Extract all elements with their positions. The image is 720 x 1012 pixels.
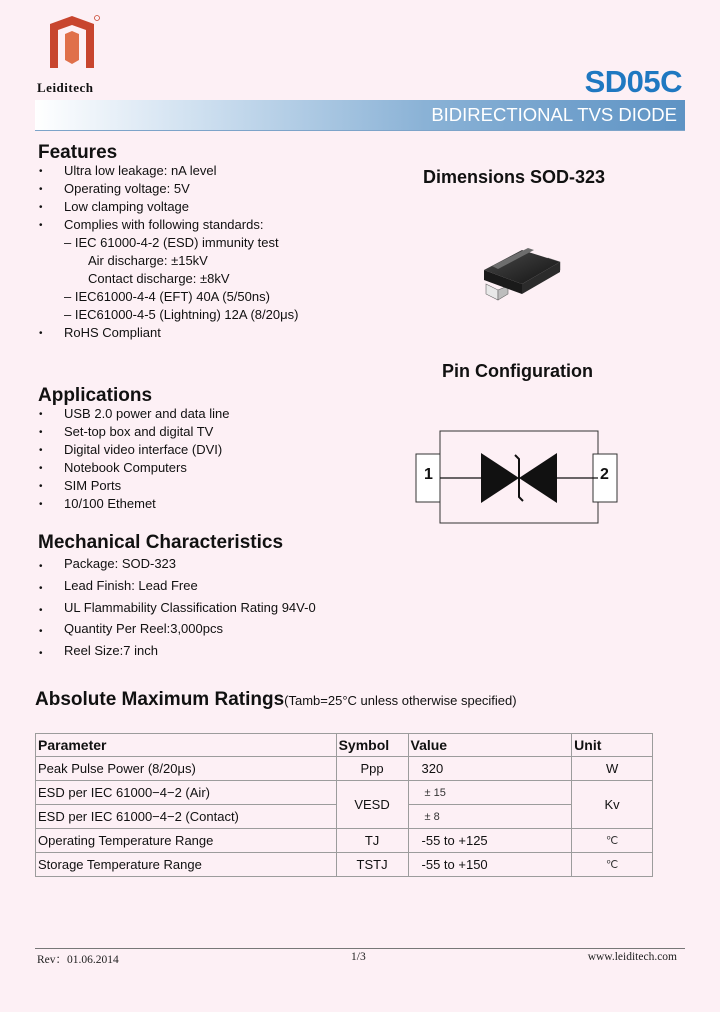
list-item: • UL Flammability Classification Rating 94V-0	[64, 597, 316, 619]
pin-diagram	[415, 428, 623, 526]
applications-list	[64, 405, 230, 513]
list-item: • Package: SOD-323	[64, 553, 316, 575]
cell-value: -55 to +150	[408, 853, 572, 877]
pin-1-label: 1	[424, 466, 433, 483]
cell-parameter: ESD per IEC 61000−4−2 (Contact)	[36, 805, 337, 829]
table-row	[36, 781, 653, 805]
list-item: • Quantity Per Reel:3,000pcs	[64, 618, 316, 640]
revision-date: Rev：01.06.2014	[37, 954, 119, 966]
cell-parameter: Peak Pulse Power (8/20μs)	[36, 757, 337, 781]
list-item: • Notebook Computers	[64, 459, 230, 477]
page-number: 1/3	[351, 951, 366, 963]
cell-value: ± 8	[408, 805, 572, 829]
features-heading: Features	[38, 142, 118, 163]
cell-symbol: VESD	[336, 781, 408, 829]
header-unit: Unit	[572, 734, 653, 757]
part-number: SD05C	[584, 64, 682, 99]
cell-symbol: TSTJ	[336, 853, 408, 877]
ratings-heading	[35, 689, 517, 711]
cell-parameter: ESD per IEC 61000−4−2 (Air)	[36, 781, 337, 805]
header-parameter: Parameter	[36, 734, 337, 757]
cell-parameter: Operating Temperature Range	[36, 829, 337, 853]
list-item: • Digital video interface (DVI)	[64, 441, 230, 459]
cell-unit: ℃	[572, 829, 653, 853]
cell-unit: W	[572, 757, 653, 781]
list-subitem: Air discharge: ±15kV	[88, 253, 208, 268]
cell-unit: ℃	[572, 853, 653, 877]
cell-unit: Kv	[572, 781, 653, 829]
leiditech-logo	[44, 14, 100, 70]
mechanical-list	[64, 553, 316, 662]
header-value: Value	[408, 734, 572, 757]
list-subitem: Contact discharge: ±8kV	[88, 271, 230, 286]
ratings-table	[35, 733, 653, 877]
list-item: • Operating voltage: 5V	[64, 180, 298, 198]
banner-subtitle: BIDIRECTIONAL TVS DIODE	[431, 104, 677, 125]
dimensions-heading: Dimensions SOD-323	[423, 167, 606, 187]
list-item: • RoHS Compliant	[64, 324, 298, 342]
table-header-row	[36, 734, 653, 757]
ratings-title: Absolute Maximum Ratings	[35, 689, 285, 710]
list-item: • Ultra low leakage: nA level	[64, 162, 298, 180]
pin-2-label: 2	[600, 466, 609, 483]
list-item: • Complies with following standards:	[64, 216, 298, 234]
features-list	[64, 162, 298, 342]
list-item: • Set-top box and digital TV	[64, 423, 230, 441]
list-subitem: – IEC 61000-4-2 (ESD) immunity test	[64, 235, 279, 250]
list-item: • Reel Size:7 inch	[64, 640, 316, 662]
table-row	[36, 757, 653, 781]
cell-value: -55 to +125	[408, 829, 572, 853]
applications-heading: Applications	[38, 385, 153, 406]
website-link[interactable]: www.leiditech.com	[587, 951, 677, 963]
list-item: • 10/100 Ethemet	[64, 495, 230, 513]
cell-symbol: TJ	[336, 829, 408, 853]
list-subitem: – IEC61000-4-5 (Lightning) 12A (8/20μs)	[64, 307, 299, 322]
table-row	[36, 853, 653, 877]
page-footer	[35, 948, 685, 966]
table-row	[36, 829, 653, 853]
cell-value: 320	[408, 757, 572, 781]
ratings-condition: (Tamb=25°C unless otherwise specified)	[284, 693, 517, 708]
sod323-package-image	[478, 232, 568, 307]
list-item: • USB 2.0 power and data line	[64, 405, 230, 423]
list-item: • SIM Ports	[64, 477, 230, 495]
list-item: • Lead Finish: Lead Free	[64, 575, 316, 597]
title-banner	[35, 100, 685, 131]
header-symbol: Symbol	[336, 734, 408, 757]
cell-parameter: Storage Temperature Range	[36, 853, 337, 877]
mechanical-heading: Mechanical Characteristics	[38, 532, 284, 553]
list-item: • Low clamping voltage	[64, 198, 298, 216]
list-subitem: – IEC61000-4-4 (EFT) 40A (5/50ns)	[64, 289, 270, 304]
brand-name: Leiditech	[37, 80, 94, 95]
cell-symbol: Ppp	[336, 757, 408, 781]
pin-config-heading: Pin Configuration	[442, 361, 593, 381]
cell-value: ± 15	[408, 781, 572, 805]
